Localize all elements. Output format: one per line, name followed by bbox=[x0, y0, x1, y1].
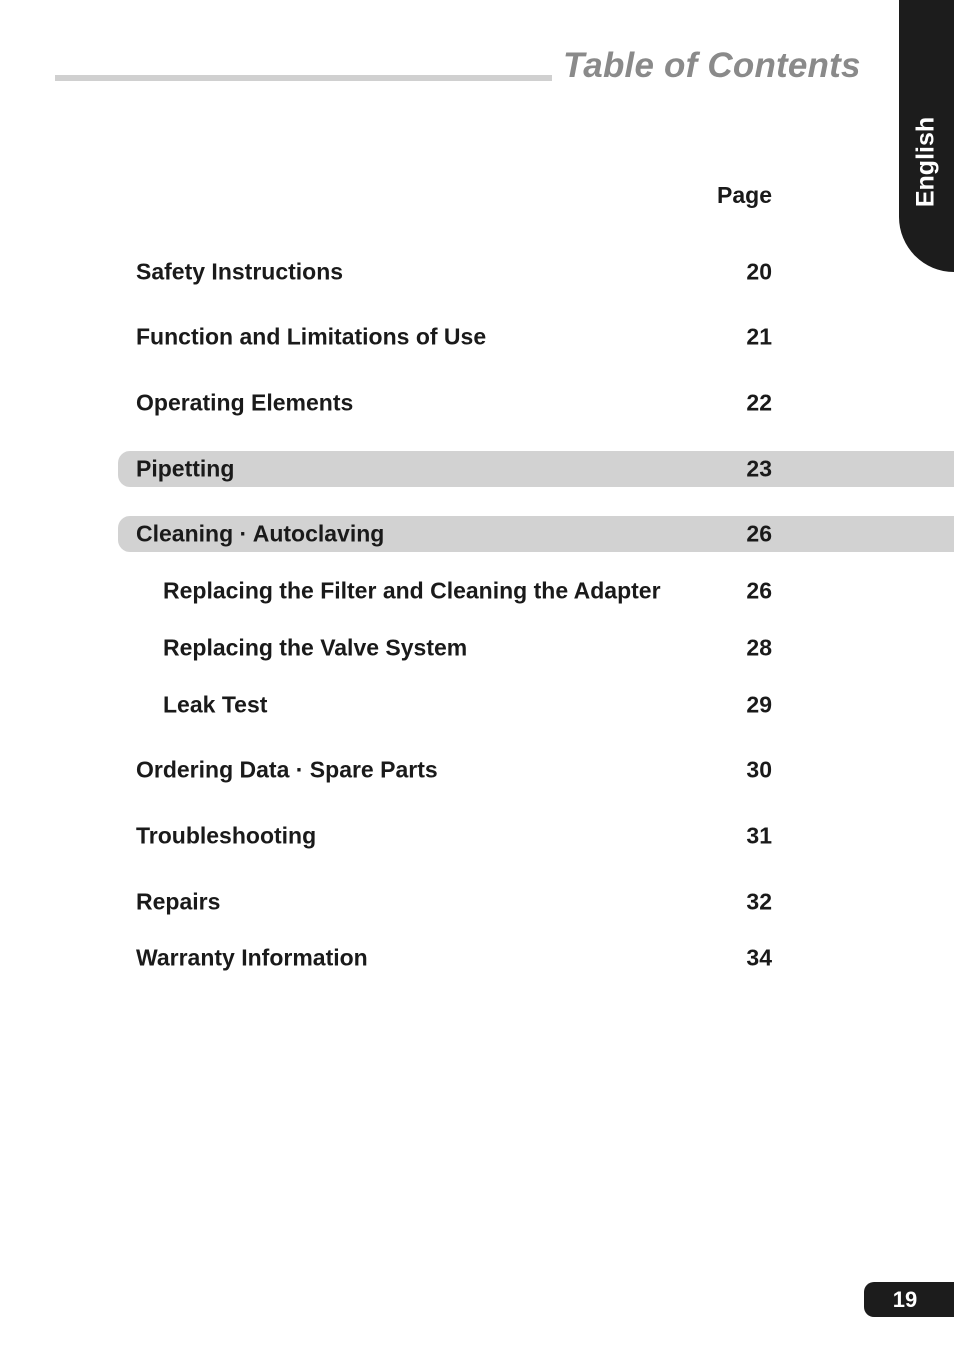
toc-entry-page: 21 bbox=[746, 323, 772, 350]
toc-entry-ordering-data[interactable] bbox=[118, 752, 954, 788]
toc-entry-pipetting[interactable] bbox=[118, 451, 954, 487]
toc-entry-cleaning-autoclaving[interactable] bbox=[118, 516, 954, 552]
toc-entry-page: 26 bbox=[746, 577, 772, 604]
toc-entry-title: Troubleshooting bbox=[136, 822, 317, 849]
toc-entry-replacing-filter[interactable] bbox=[118, 573, 954, 609]
toc-entry-page: 29 bbox=[746, 691, 772, 718]
toc-entry-troubleshooting[interactable] bbox=[118, 818, 954, 854]
toc-entry-leak-test[interactable] bbox=[118, 687, 954, 723]
toc-entry-title: Operating Elements bbox=[136, 389, 354, 416]
toc-entry-title: Repairs bbox=[136, 888, 221, 915]
toc-entry-page: 23 bbox=[746, 455, 772, 482]
toc-entry-replacing-valve-system[interactable] bbox=[118, 630, 954, 666]
page-column-header: Page bbox=[717, 182, 772, 208]
toc-entry-safety-instructions[interactable] bbox=[118, 254, 954, 290]
toc-entry-title: Pipetting bbox=[136, 455, 235, 482]
toc-entry-title: Replacing the Filter and Cleaning the Adapter bbox=[163, 577, 661, 604]
toc-entry-title: Leak Test bbox=[163, 691, 268, 718]
toc-entry-title: Function and Limitations of Use bbox=[136, 323, 487, 350]
language-tab-label: English bbox=[911, 116, 940, 208]
toc-entry-repairs[interactable] bbox=[118, 884, 954, 920]
toc-entry-function-limitations[interactable] bbox=[118, 319, 954, 355]
toc-entry-page: 32 bbox=[746, 888, 772, 915]
header-rule bbox=[55, 75, 552, 81]
toc-entry-page: 30 bbox=[746, 756, 772, 783]
page-number: 19 bbox=[892, 1286, 918, 1312]
toc-entry-warranty-information[interactable] bbox=[118, 940, 954, 976]
toc-entry-page: 31 bbox=[746, 822, 772, 849]
toc-entry-title: Replacing the Valve System bbox=[163, 634, 468, 661]
page-title: Table of Contents bbox=[563, 46, 861, 85]
toc-entry-page: 28 bbox=[746, 634, 772, 661]
toc-entry-page: 22 bbox=[746, 389, 772, 416]
toc-entry-operating-elements[interactable] bbox=[118, 385, 954, 421]
toc-entry-title: Ordering Data · Spare Parts bbox=[136, 756, 438, 783]
toc-entry-page: 34 bbox=[746, 944, 772, 971]
toc-entry-page: 20 bbox=[746, 258, 772, 285]
toc-entry-title: Warranty Information bbox=[136, 944, 368, 971]
toc-entry-page: 26 bbox=[746, 520, 772, 547]
toc-entry-title: Safety Instructions bbox=[136, 258, 344, 285]
toc-entry-title: Cleaning · Autoclaving bbox=[136, 520, 385, 547]
page-number-tab bbox=[864, 1282, 954, 1317]
